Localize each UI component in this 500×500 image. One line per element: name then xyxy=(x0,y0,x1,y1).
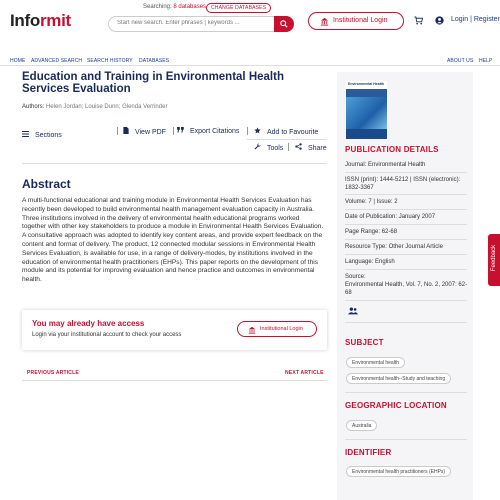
detail-divider xyxy=(345,439,467,440)
journal-line xyxy=(345,161,469,169)
toolbar-divider xyxy=(247,139,327,140)
site-header xyxy=(0,0,500,52)
main-nav xyxy=(0,56,500,66)
journal-cover-image[interactable] xyxy=(346,81,387,139)
people-icon[interactable] xyxy=(348,307,358,315)
resource-type-label: Resource Type: xyxy=(345,244,387,250)
journal-value[interactable]: Environmental Health xyxy=(368,162,426,168)
previous-article-link[interactable]: PREVIOUS ARTICLE xyxy=(27,370,79,376)
share-icon xyxy=(295,143,302,150)
cover-footer xyxy=(346,129,387,139)
view-pdf-label: View PDF xyxy=(134,128,166,136)
institutional-login-button[interactable] xyxy=(308,12,404,30)
export-citations-button[interactable] xyxy=(177,127,239,135)
date-line xyxy=(345,213,469,221)
detail-divider xyxy=(345,269,467,270)
page-range-label: Page Range: xyxy=(345,229,381,235)
tools-button[interactable] xyxy=(254,143,283,152)
resource-type-line xyxy=(345,243,469,251)
publication-sidebar xyxy=(337,72,473,500)
detail-divider xyxy=(345,239,467,240)
detail-divider xyxy=(345,300,467,301)
identifier-tag[interactable]: Environmental health practitioners (EHPs) xyxy=(346,466,451,477)
toolbar-separator xyxy=(117,127,118,135)
page-range-line xyxy=(345,228,469,236)
feedback-label: Feedback xyxy=(491,244,497,272)
star-icon xyxy=(254,127,261,134)
logo-prefix: Info xyxy=(10,11,40,30)
section-divider xyxy=(22,163,327,164)
detail-divider xyxy=(345,322,467,323)
date-label: Date of Publication: xyxy=(345,214,398,220)
informit-logo[interactable] xyxy=(10,11,71,31)
resource-type-value: Other Journal Article xyxy=(388,244,443,250)
toolbar-separator xyxy=(288,143,289,151)
authors-names[interactable]: Helen Jordan; Louise Dunn; Glenda Verrinder xyxy=(46,104,168,110)
institution-icon xyxy=(248,326,256,334)
nav-search-history[interactable]: SEARCH HISTORY xyxy=(87,58,133,64)
cover-art xyxy=(346,97,387,129)
wrench-icon xyxy=(254,143,261,150)
authors-line xyxy=(22,104,167,110)
issn-line: ISSN (print): 1444-5212 | ISSN (electronic): 1832-3367 xyxy=(345,177,461,191)
detail-divider xyxy=(345,194,467,195)
toolbar-separator xyxy=(173,127,174,135)
detail-divider xyxy=(345,209,467,210)
access-subtitle: Login via your institutional account to check your access xyxy=(32,332,182,338)
search-icon xyxy=(280,20,288,28)
subject-tag[interactable]: Environmental health xyxy=(346,357,405,368)
feedback-tab[interactable] xyxy=(488,234,500,286)
cover-header xyxy=(346,81,387,89)
database-count[interactable]: 8 databases xyxy=(173,4,207,10)
geographic-tag[interactable]: Australia xyxy=(346,420,377,431)
subject-heading: SUBJECT xyxy=(345,338,384,347)
nav-databases[interactable]: DATABASES xyxy=(139,58,170,64)
identifier-heading: IDENTIFIER xyxy=(345,448,392,457)
change-databases-button[interactable]: CHANGE DATABASES xyxy=(206,3,271,13)
login-register-link[interactable]: Login | Register xyxy=(451,16,500,23)
nav-home[interactable]: HOME xyxy=(10,58,26,64)
search-input[interactable] xyxy=(117,20,267,26)
detail-divider xyxy=(345,172,467,173)
abstract-heading: Abstract xyxy=(22,177,71,191)
searching-info xyxy=(143,4,206,10)
quote-icon xyxy=(177,127,184,133)
publication-details-heading: PUBLICATION DETAILS xyxy=(345,145,439,154)
access-institutional-login-button[interactable] xyxy=(237,321,317,337)
access-panel xyxy=(22,310,327,350)
search-button[interactable] xyxy=(274,16,294,32)
source-value: Environmental Health, Vol. 7, No. 2, 2007: 62-68 xyxy=(345,282,468,296)
view-pdf-button[interactable] xyxy=(123,127,166,136)
share-label: Share xyxy=(307,144,327,152)
logo-accent: rmit xyxy=(39,11,71,30)
pdf-file-icon xyxy=(123,127,129,134)
pager-divider xyxy=(22,380,327,381)
detail-divider xyxy=(345,224,467,225)
authors-label: Authors: xyxy=(22,104,45,110)
source-label: Source: xyxy=(345,274,366,280)
nav-help[interactable]: HELP xyxy=(479,58,493,64)
access-title: You may already have access xyxy=(32,319,145,328)
toolbar-separator xyxy=(247,127,248,135)
add-favourite-label: Add to Favourite xyxy=(266,128,319,136)
add-favourite-button[interactable] xyxy=(254,127,318,136)
date-value: January 2007 xyxy=(398,214,436,220)
nav-advanced-search[interactable]: ADVANCED SEARCH xyxy=(31,58,83,64)
language-label: Language: xyxy=(345,259,374,265)
list-icon xyxy=(22,131,29,137)
user-account-icon[interactable] xyxy=(435,16,444,25)
volume-issue-line: Volume: 7 | Issue: 2 xyxy=(345,199,398,205)
institutional-login-label: Institutional Login xyxy=(333,17,388,24)
subject-tag[interactable]: Environmental health--Study and teaching xyxy=(346,373,451,384)
access-login-label: Institutional Login xyxy=(260,326,303,332)
language-line xyxy=(345,258,469,266)
share-button[interactable] xyxy=(295,143,327,152)
nav-about-us[interactable]: ABOUT US xyxy=(447,58,474,64)
article-title: Education and Training in Environmental Health Services Evaluation xyxy=(22,71,284,95)
detail-divider xyxy=(345,254,467,255)
geographic-location-heading: GEOGRAPHIC LOCATION xyxy=(345,401,447,410)
sections-label: Sections xyxy=(34,131,62,139)
next-article-link[interactable]: NEXT ARTICLE xyxy=(285,370,324,376)
page-range-value: 62-68 xyxy=(381,229,398,235)
language-value: English xyxy=(375,259,395,265)
institution-icon xyxy=(320,17,329,26)
tools-label: Tools xyxy=(266,144,284,152)
sections-button[interactable] xyxy=(22,131,62,139)
search-box xyxy=(108,16,294,32)
journal-label: Journal: xyxy=(345,162,367,168)
abstract-text: A multi-functional educational and training module in Environmental Health Services Evaluation has recently been developed to build environmental health management evaluation capacity in Australia. Three institutions involved in the delivery of environmental health educational programs worked together with other key stakeholders to produce a module in Environmental Health Services Evaluation. A consultative approach was adopted to identify key content areas, and provide expert feedback on the content and format of delivery. The product, 12 connected modular sessions in Environmental Health Services Evaluation, is available for use, in a range of delivery-modes, by institutions involved in the education of environmental health practitioners (EHPs). This paper reports on the development of this module and its potential for improving evaluation and hence practice and outcomes in environmental health. xyxy=(22,197,324,284)
searching-label: Searching: xyxy=(143,4,172,10)
export-citations-label: Export Citations xyxy=(189,127,240,135)
cart-icon[interactable] xyxy=(414,16,423,25)
detail-divider xyxy=(345,392,467,393)
cover-title: Environmental Health xyxy=(348,82,384,86)
